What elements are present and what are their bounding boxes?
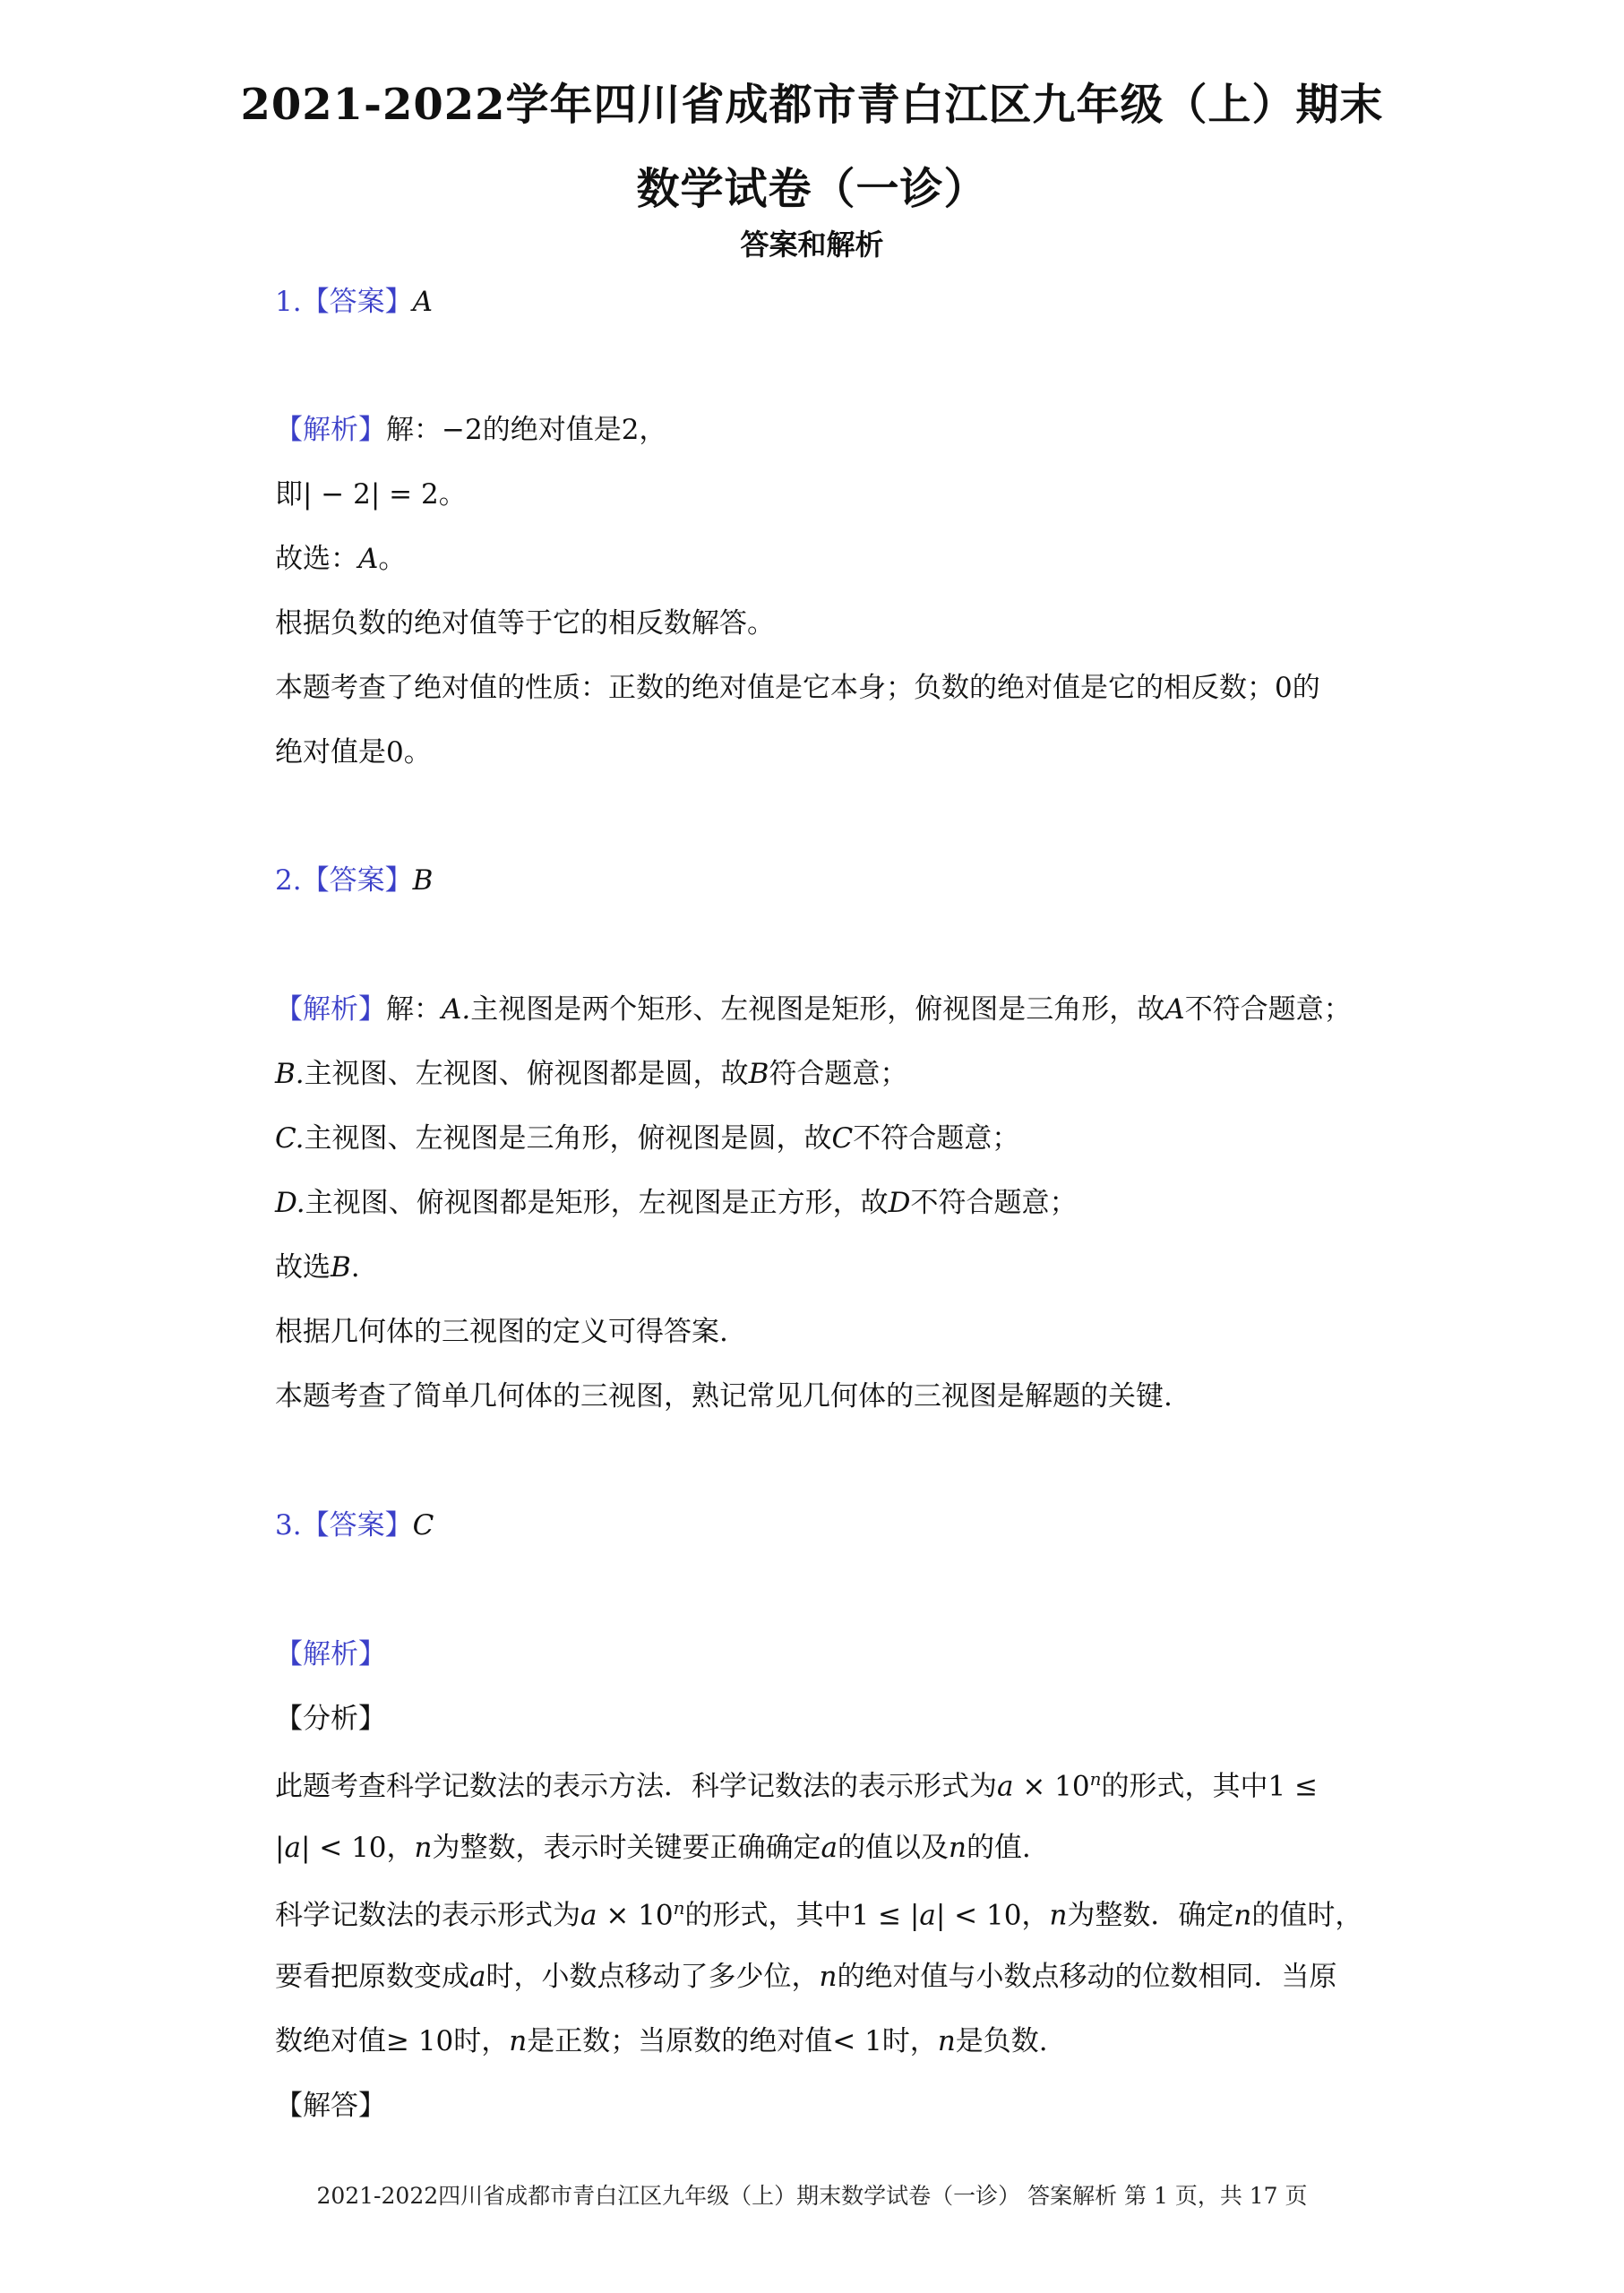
q3-analysis-label: 【解析】 — [275, 1638, 386, 1670]
q3-text: 时，小数点移动了多少位， — [485, 1961, 820, 1993]
q2-text: 解： — [386, 993, 442, 1026]
q2-text: C. — [275, 1122, 305, 1155]
q2-text: 故选 — [275, 1251, 331, 1284]
q3-text: n — [673, 1897, 685, 1919]
q3-text: a — [580, 1899, 597, 1932]
q2-text: D — [888, 1187, 911, 1219]
q2-text: 主视图、左视图是三角形，俯视图是圆，故 — [304, 1122, 832, 1155]
q2-text: . — [350, 1251, 360, 1284]
q3-text: × 10 — [1013, 1770, 1090, 1803]
q3-text: a — [821, 1832, 838, 1864]
document-subtitle: 答案和解析 — [740, 228, 884, 262]
q3-line3 — [275, 1897, 1363, 1932]
q2-text: B — [331, 1251, 351, 1284]
q2-text: 不符合题意； — [910, 1187, 1078, 1219]
q1-answer-line — [275, 288, 433, 316]
q1-analysis-label: 【解析】 — [275, 414, 386, 446]
q3-text: 的值. — [966, 1832, 1031, 1864]
q2-answer: B — [412, 864, 434, 897]
q2-line7: 本题考查了简单几何体的三视图，熟记常见几何体的三视图是解题的关键. — [275, 1380, 1173, 1413]
q3-text: n — [819, 1961, 838, 1993]
q3-text: a — [919, 1899, 936, 1932]
q3-text: 的形式，其中1 ≤ | — [684, 1899, 920, 1932]
q2-text: 主视图、俯视图都是矩形，左视图是正方形，故 — [305, 1187, 889, 1219]
q2-text: 不符合题意； — [1184, 993, 1352, 1026]
q3-text: | < 10， — [935, 1899, 1050, 1932]
q2-text: B. — [275, 1058, 305, 1090]
q1-line2: 即| − 2| = 2。 — [275, 478, 467, 511]
q3-text: n — [1049, 1899, 1068, 1932]
q3-answer: C — [412, 1509, 434, 1542]
q3-text: n — [948, 1832, 967, 1864]
q1-text: 解：−2的绝对值是2， — [386, 414, 667, 446]
q3-text: 科学记数法的表示形式为 — [275, 1899, 580, 1932]
q3-text: 的形式，其中1 ≤ — [1101, 1770, 1319, 1803]
q2-text: 主视图、左视图、俯视图都是圆，故 — [304, 1058, 749, 1090]
q2-line2 — [275, 1058, 908, 1090]
q2-line4 — [275, 1189, 1077, 1217]
q2-answer-line — [275, 864, 434, 897]
q1-answer-label: 【答案】 — [301, 286, 413, 318]
q3-text: × 10 — [597, 1899, 674, 1932]
q2-answer-label: 【答案】 — [301, 864, 413, 897]
q3-text: 的值时， — [1251, 1899, 1363, 1932]
q3-jieda-label: 【解答】 — [275, 2090, 386, 2122]
q3-text: 是正数；当原数的绝对值< 1时， — [527, 2025, 938, 2057]
q3-text: n — [509, 2025, 528, 2057]
q3-text: n — [1233, 1899, 1252, 1932]
q3-text: 要看把原数变成 — [275, 1961, 469, 1993]
q1-text: A — [358, 543, 379, 575]
q1-text: 。 — [378, 543, 407, 575]
q2-number: 2. — [275, 864, 302, 897]
q3-line5 — [275, 2025, 1048, 2057]
q1-answer: A — [412, 286, 433, 318]
q3-answer-line — [275, 1509, 434, 1542]
q2-analysis-line1 — [275, 993, 1352, 1026]
q2-text: A. — [442, 993, 471, 1026]
q2-text: 主视图是两个矩形、左视图是矩形，俯视图是三角形，故 — [470, 993, 1165, 1026]
document-title-line1: 2021-2022学年四川省成都市青白江区九年级（上）期末 — [240, 80, 1384, 130]
q3-text: 为整数，表示时关键要正确确定 — [432, 1832, 821, 1864]
q1-line6: 绝对值是0。 — [275, 736, 432, 769]
q1-line4: 根据负数的绝对值等于它的相反数解答。 — [275, 607, 775, 640]
q3-line1 — [275, 1768, 1319, 1803]
q3-line2 — [275, 1834, 1031, 1862]
q3-number: 3. — [275, 1509, 302, 1542]
q2-line5 — [275, 1251, 360, 1284]
q3-text: a — [469, 1961, 486, 1993]
q2-text: B — [748, 1058, 769, 1090]
q3-text: a — [284, 1832, 301, 1864]
q2-text: A — [1164, 993, 1185, 1026]
q3-line4 — [275, 1963, 1336, 1991]
q3-text: a — [997, 1770, 1014, 1803]
q3-text: n — [1089, 1768, 1102, 1790]
document-title-line2: 数学试卷（一诊） — [636, 164, 988, 214]
q2-text: 符合题意； — [769, 1058, 908, 1090]
q3-answer-label: 【答案】 — [301, 1509, 413, 1542]
q1-line5: 本题考查了绝对值的性质：正数的绝对值是它本身；负数的绝对值是它的相反数；0的 — [275, 672, 1320, 704]
q3-text: 是负数. — [955, 2025, 1048, 2057]
q2-text: D. — [275, 1187, 305, 1219]
q2-text: 不符合题意； — [853, 1122, 1020, 1155]
q1-number: 1. — [275, 286, 302, 318]
q2-text: C — [831, 1122, 854, 1155]
q3-fenxi-label: 【分析】 — [275, 1703, 386, 1735]
q1-text: 故选： — [275, 543, 358, 575]
page-footer: 2021-2022四川省成都市青白江区九年级（上）期末数学试卷（一诊） 答案解析 第 1 页，共 17 页 — [316, 2183, 1308, 2209]
q3-text: n — [937, 2025, 956, 2057]
q1-line3 — [275, 545, 406, 573]
q3-text: | — [275, 1832, 285, 1864]
q2-analysis-label: 【解析】 — [275, 993, 386, 1026]
q3-text: 数绝对值≥ 10时， — [275, 2025, 510, 2057]
q3-text: n — [414, 1832, 433, 1864]
q1-analysis-line1 — [275, 414, 667, 446]
q3-text: 的绝对值与小数点移动的位数相同．当原 — [837, 1961, 1337, 1993]
q3-text: 的值以及 — [837, 1832, 949, 1864]
q2-line3 — [275, 1122, 1020, 1155]
q2-line6: 根据几何体的三视图的定义可得答案. — [275, 1316, 728, 1348]
q3-text: | < 10， — [300, 1832, 415, 1864]
q3-text: 为整数．确定 — [1067, 1899, 1234, 1932]
q3-text: 此题考查科学记数法的表示方法．科学记数法的表示形式为 — [275, 1770, 997, 1803]
